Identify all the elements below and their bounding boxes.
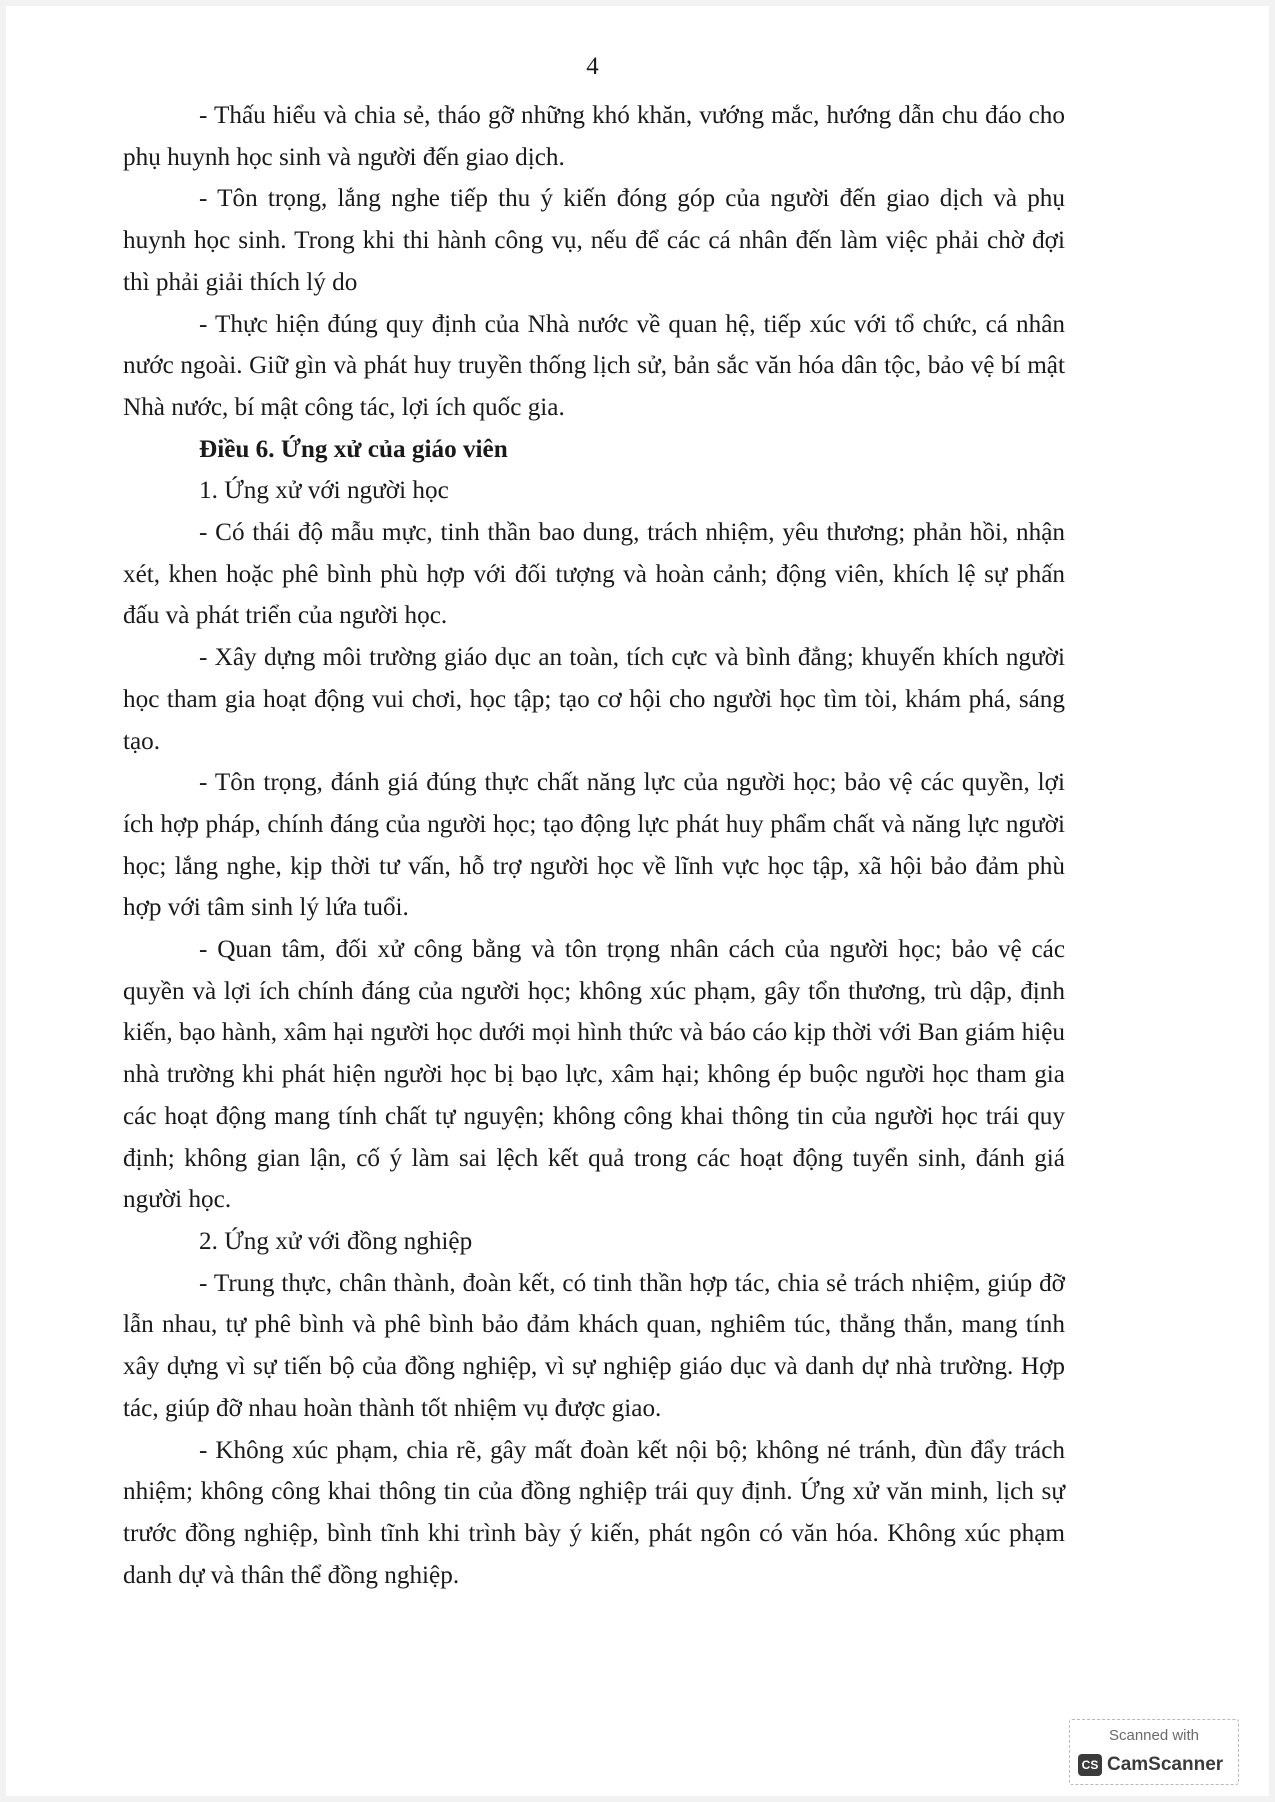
paragraph-honest-cooperation: - Trung thực, chân thành, đoàn kết, có tinh thần hợp tác, chia sẻ trách nhiệm, giúp đỡ lẫn nhau, tự phê bình và phê bình bảo đảm khách quan, nghiêm túc, thẳng thắn, mang tính xây dựng vì sự tiến bộ của đồng nghiệp, vì sự nghiệp giáo dục và danh dự nhà trường. Hợp tác, giúp đỡ nhau hoàn thành tốt nhiệm vụ được giao. — [123, 1269, 1065, 1422]
paragraph-no-insult: - Không xúc phạm, chia rẽ, gây mất đoàn kết nội bộ; không né tránh, đùn đẩy trách nhiệm; không công khai thông tin của đồng nghiệp trái quy định. Ứng xử văn minh, lịch sự trước đồng nghiệp, bình tĩnh khi trình bày ý kiến, phát ngôn có văn hóa. Không xúc phạm danh dự và thân thể đồng nghiệp. — [123, 1436, 1065, 1589]
camscanner-logo-icon: CS — [1078, 1754, 1102, 1776]
paragraph-respect-listen: - Tôn trọng, lắng nghe tiếp thu ý kiến đóng góp của người đến giao dịch và phụ huynh học sinh. Trong khi thi hành công vụ, nếu để các cá nhân đến làm việc phải chờ đợi thì phải giải thích lý do — [123, 185, 1065, 296]
scanned-with-label: Scanned with — [1108, 1727, 1200, 1744]
camscanner-brand — [1078, 1752, 1232, 1778]
paragraph-fair-treatment: - Quan tâm, đối xử công bằng và tôn trọng nhân cách của người học; bảo vệ các quyền và lợi ích chính đáng của người học; không xúc phạm, gây tổn thương, trù dập, định kiến, bạo hành, xâm hại người học dưới mọi hình thức và báo cáo kịp thời với Ban giám hiệu nhà trường khi phát hiện người học bị bạo lực, xâm hại; không ép buộc người học tham gia các hoạt động mang tính chất tự nguyện; không công khai thông tin của người học trái quy định; không gian lận, cố ý làm sai lệch kết quả trong các hoạt động tuyển sinh, đánh giá người học. — [123, 936, 1065, 1214]
camscanner-name: CamScanner — [1107, 1754, 1224, 1775]
camscanner-badge — [1069, 1719, 1239, 1785]
paragraph-exemplary-attitude: - Có thái độ mẫu mực, tinh thần bao dung, trách nhiệm, yêu thương; phản hồi, nhận xét, khen hoặc phê bình phù hợp với đối tượng và hoàn cảnh; động viên, khích lệ sự phấn đấu và phát triển của người học. — [123, 519, 1065, 630]
paragraph-assess-learners: - Tôn trọng, đánh giá đúng thực chất năng lực của người học; bảo vệ các quyền, lợi ích hợp pháp, chính đáng của người học; tạo động lực phát huy phẩm chất và năng lực người học; lắng nghe, kịp thời tư vấn, hỗ trợ người học về lĩnh vực học tập, xã hội bảo đảm phù hợp với tâm sinh lý lứa tuổi. — [123, 769, 1065, 922]
section-1-heading: 1. Ứng xử với người học — [199, 477, 449, 505]
document-body — [123, 95, 1065, 1596]
paragraph-foreign-relations: - Thực hiện đúng quy định của Nhà nước về quan hệ, tiếp xúc với tổ chức, cá nhân nước ngoài. Giữ gìn và phát huy truyền thống lịch sử, bản sắc văn hóa dân tộc, bảo vệ bí mật Nhà nước, bí mật công tác, lợi ích quốc gia. — [123, 310, 1065, 421]
paragraph-understand-share: - Thấu hiểu và chia sẻ, tháo gỡ những khó khăn, vướng mắc, hướng dẫn chu đáo cho phụ huynh học sinh và người đến giao dịch. — [123, 102, 1065, 171]
section-2-heading: 2. Ứng xử với đồng nghiệp — [199, 1227, 473, 1255]
article-6-heading: Điều 6. Ứng xử của giáo viên — [199, 435, 508, 463]
page-number: 4 — [586, 53, 599, 80]
paragraph-safe-environment: - Xây dựng môi trường giáo dục an toàn, tích cực và bình đẳng; khuyến khích người học tham gia hoạt động vui chơi, học tập; tạo cơ hội cho người học tìm tòi, khám phá, sáng tạo. — [123, 644, 1065, 755]
